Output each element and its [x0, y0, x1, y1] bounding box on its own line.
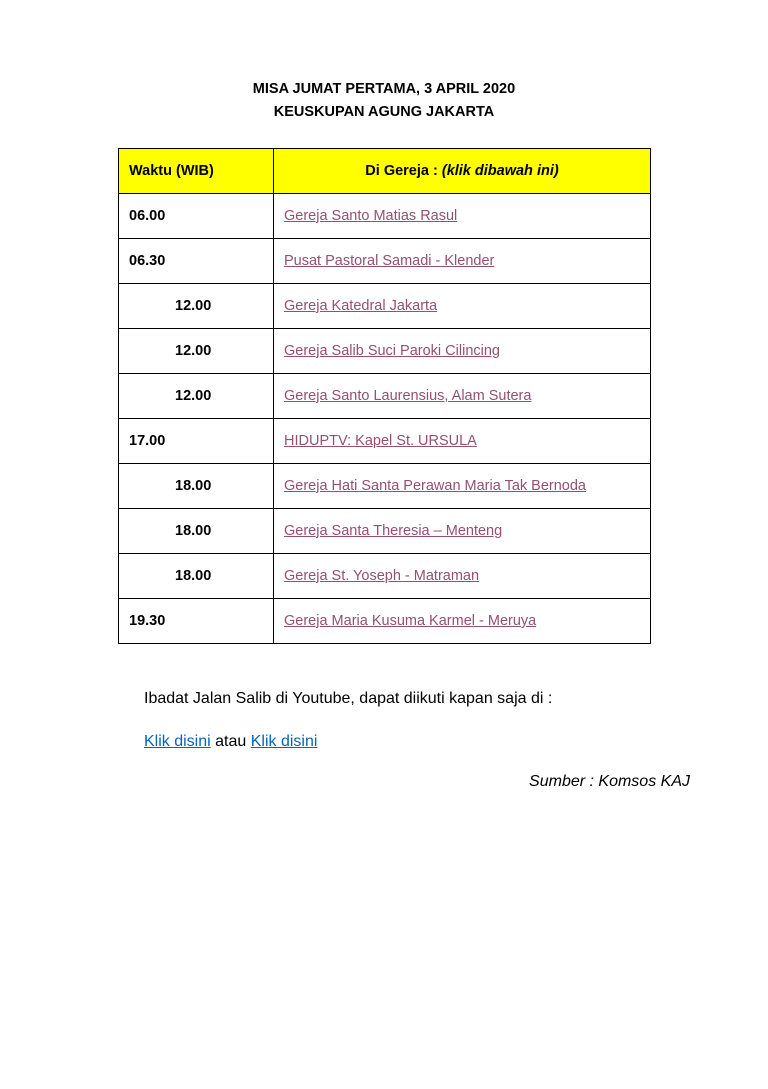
row-church	[274, 554, 651, 599]
header-church	[274, 149, 651, 194]
table-row	[119, 284, 651, 329]
document-subtitle: KEUSKUPAN AGUNG JAKARTA	[273, 104, 495, 120]
header-time: Waktu (WIB)	[119, 149, 274, 194]
church-link[interactable]: Gereja Salib Suci Paroki Cilincing	[284, 343, 500, 359]
row-time: 17.00	[119, 419, 274, 464]
church-link[interactable]: Gereja Katedral Jakarta	[284, 298, 438, 314]
header-church-prefix: Di Gereja :	[365, 163, 442, 179]
row-time: 19.30	[119, 599, 274, 644]
row-church	[274, 284, 651, 329]
mass-schedule-table	[118, 148, 651, 644]
header-church-hint: (klik dibawah ini)	[441, 163, 559, 179]
church-link[interactable]: HIDUPTV: Kapel St. URSULA	[284, 433, 477, 449]
row-time: 18.00	[119, 464, 274, 509]
table-row	[119, 464, 651, 509]
row-church	[274, 419, 651, 464]
youtube-link-2[interactable]: Klik disini	[250, 733, 318, 750]
table-row	[119, 419, 651, 464]
church-link[interactable]: Gereja St. Yoseph - Matraman	[284, 568, 480, 584]
church-link[interactable]: Pusat Pastoral Samadi - Klender	[284, 253, 495, 269]
row-church	[274, 239, 651, 284]
row-time: 18.00	[119, 509, 274, 554]
youtube-link-1[interactable]: Klik disini	[144, 733, 211, 750]
row-church	[274, 599, 651, 644]
church-link[interactable]: Gereja Santo Matias Rasul	[284, 208, 458, 224]
row-church	[274, 374, 651, 419]
row-church	[274, 194, 651, 239]
church-link[interactable]: Gereja Santo Laurensius, Alam Sutera	[284, 388, 532, 404]
row-time: 12.00	[119, 329, 274, 374]
links-separator: atau	[210, 733, 251, 750]
table-row	[119, 329, 651, 374]
table-row	[119, 239, 651, 284]
document-title: MISA JUMAT PERTAMA, 3 APRIL 2020	[252, 81, 516, 97]
row-church	[274, 464, 651, 509]
table-header-row	[119, 149, 651, 194]
youtube-note: Ibadat Jalan Salib di Youtube, dapat diikuti kapan saja di :	[144, 690, 553, 707]
table-row	[119, 194, 651, 239]
row-church	[274, 509, 651, 554]
source-credit: Sumber : Komsos KAJ	[529, 773, 690, 790]
church-link[interactable]: Gereja Hati Santa Perawan Maria Tak Bernoda	[284, 478, 586, 494]
church-link[interactable]: Gereja Maria Kusuma Karmel - Meruya	[284, 613, 537, 629]
row-time: 06.30	[119, 239, 274, 284]
youtube-links	[144, 733, 317, 751]
row-church	[274, 329, 651, 374]
row-time: 12.00	[119, 284, 274, 329]
table-row	[119, 599, 651, 644]
table-row	[119, 374, 651, 419]
row-time: 12.00	[119, 374, 274, 419]
row-time: 06.00	[119, 194, 274, 239]
row-time: 18.00	[119, 554, 274, 599]
table-row	[119, 509, 651, 554]
church-link[interactable]: Gereja Santa Theresia – Menteng	[284, 523, 503, 539]
table-row	[119, 554, 651, 599]
